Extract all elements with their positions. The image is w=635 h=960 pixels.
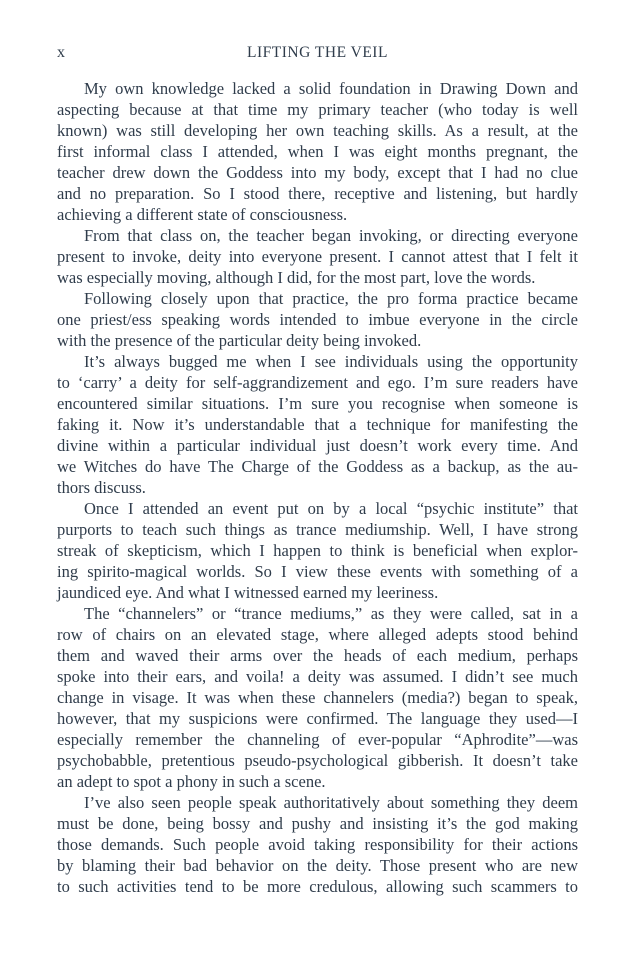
text-line: them and waved their arms over the heads of each medium, perhaps <box>57 646 578 665</box>
text-line: It’s always bugged me when I see individuals using the opportunity <box>84 352 578 371</box>
text-line: achieving a different state of consciousness. <box>57 205 348 224</box>
text-line: thors discuss. <box>57 478 146 497</box>
paragraph <box>57 288 578 351</box>
paragraph <box>57 498 578 603</box>
text-line: psychobabble, pretentious pseudo-psychological gibberish. It doesn’t take <box>57 751 578 770</box>
text-line: streak of skepticism, which I happen to think is beneficial when explor- <box>57 541 578 560</box>
text-line: was especially moving, although I did, for the most part, love the words. <box>57 268 536 287</box>
text-line: row of chairs on an elevated stage, where alleged adepts stood behind <box>57 625 578 644</box>
text-line: The “channelers” or “trance mediums,” as they were called, sat in a <box>84 604 578 623</box>
text-line: spoke into their ears, and voila! a deity was assumed. I didn’t see much <box>57 667 578 686</box>
paragraph <box>57 792 578 897</box>
page-number: x <box>57 44 65 61</box>
text-line: ing spirito-magical worlds. So I view these events with something of a <box>57 562 578 581</box>
text-line: to ‘carry’ a deity for self-aggrandizement and ego. I’m sure readers have <box>57 373 578 392</box>
text-line: Following closely upon that practice, the pro forma practice became <box>84 289 578 308</box>
text-line: present to invoke, deity into everyone present. I cannot attest that I felt it <box>57 247 578 266</box>
paragraph <box>57 351 578 498</box>
paragraph <box>57 225 578 288</box>
text-line: with the presence of the particular deity being invoked. <box>57 331 422 350</box>
page-header <box>57 42 578 62</box>
text-line: by blaming their bad behavior on the deity. Those present who are new <box>57 856 578 875</box>
text-line: those demands. Such people avoid taking responsibility for their actions <box>57 835 578 854</box>
text-line: one priest/ess speaking words intended to imbue everyone in the circle <box>57 310 578 329</box>
text-line: jaundiced eye. And what I witnessed earned my leeriness. <box>57 583 439 602</box>
paragraph <box>57 78 578 225</box>
text-line: divine within a particular individual just doesn’t work every time. And <box>57 436 578 455</box>
text-line: Once I attended an event put on by a local “psychic institute” that <box>84 499 578 518</box>
text-line: My own knowledge lacked a solid foundation in Drawing Down and <box>84 79 578 98</box>
text-line: to such activities tend to be more credulous, allowing such scammers to <box>57 877 578 896</box>
text-line: an adept to spot a phony in such a scene. <box>57 772 326 791</box>
text-line: especially remember the channeling of ever-popular “Aphrodite”—was <box>57 730 578 749</box>
text-line: must be done, being bossy and pushy and insisting it’s the god making <box>57 814 578 833</box>
text-line: change in visage. It was when these channelers (media?) began to speak, <box>57 688 578 707</box>
text-line: we Witches do have The Charge of the Goddess as a backup, as the au- <box>57 457 578 476</box>
text-line: I’ve also seen people speak authoritatively about something they deem <box>84 793 578 812</box>
paragraph <box>57 603 578 792</box>
text-line: encountered similar situations. I’m sure you recognise when someone is <box>57 394 578 413</box>
text-line: purports to teach such things as trance mediumship. Well, I have strong <box>57 520 578 539</box>
text-line: first informal class I attended, when I was eight months pregnant, the <box>57 142 578 161</box>
text-line: however, that my suspicions were confirmed. The language they used—I <box>57 709 578 728</box>
text-line: aspecting because at that time my primary teacher (who today is well <box>57 100 578 119</box>
text-line: and no preparation. So I stood there, receptive and listening, but hardly <box>57 184 578 203</box>
text-line: teacher drew down the Goddess into my body, except that I had no clue <box>57 163 578 182</box>
body-text <box>57 78 578 897</box>
running-title: LIFTING THE VEIL <box>247 44 388 61</box>
text-line: From that class on, the teacher began invoking, or directing everyone <box>84 226 578 245</box>
text-line: known) was still developing her own teaching skills. As a result, at the <box>57 121 578 140</box>
text-line: faking it. Now it’s understandable that a technique for manifesting the <box>57 415 578 434</box>
